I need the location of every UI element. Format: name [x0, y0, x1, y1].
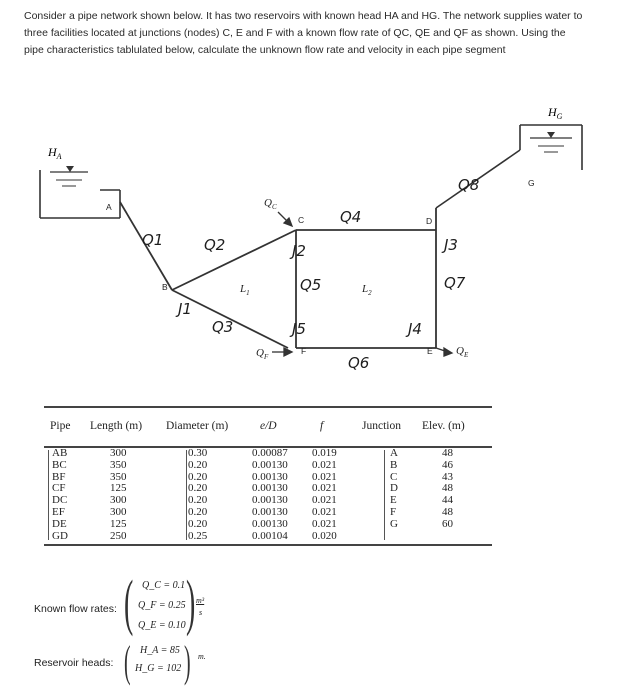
node-a-label: A: [106, 202, 112, 212]
table-cell: DE: [52, 517, 67, 530]
junction-col: [390, 448, 398, 531]
table-cell: 48: [442, 482, 453, 495]
pipe-l2-label: $L_2$: [362, 283, 372, 297]
table-cell: B: [390, 458, 398, 471]
flow-unit-num: m³: [196, 596, 205, 605]
qc-value: Q_C = 0.1: [142, 580, 186, 591]
table-cell: 0.25: [188, 529, 208, 542]
node-c-label: C: [298, 215, 305, 225]
table-cell: 0.30: [188, 447, 208, 459]
table-cell: 0.021: [312, 517, 337, 530]
table-cell: 125: [110, 517, 127, 530]
hw-q8: Q8: [458, 176, 480, 194]
reservoir-a-label: $H_A$: [48, 145, 62, 161]
hg-value: H_G = 102: [135, 663, 182, 674]
table-cell: 0.019: [312, 447, 337, 459]
hw-q5: Q5: [300, 276, 322, 294]
table-cell: GD: [52, 529, 68, 542]
qf-value: Q_F = 0.25: [138, 600, 186, 611]
table-cell: 300: [110, 447, 127, 459]
reservoir-g: [436, 125, 582, 208]
flow-unit-den: s: [199, 608, 203, 617]
table-cell: 0.00130: [252, 494, 288, 507]
table-cell: 43: [442, 470, 453, 483]
elev-col: [442, 448, 453, 531]
hw-q3: Q3: [212, 318, 234, 336]
table-cell: 44: [442, 494, 453, 507]
qe-label: $Q_E$: [456, 345, 469, 359]
hw-j5: J5: [292, 320, 306, 338]
table-cell: 250: [110, 529, 127, 542]
pipe-bc: [172, 230, 296, 290]
table-cell: EF: [52, 505, 65, 518]
header-diameter: Diameter (m): [166, 420, 229, 432]
pipe-network-diagram: [0, 90, 642, 390]
ha-value: H_A = 85: [140, 645, 180, 656]
table-cell: 0.021: [312, 494, 337, 507]
table-cell: 0.021: [312, 458, 337, 471]
hw-j4: J4: [408, 320, 422, 338]
hw-q7: Q7: [444, 274, 466, 292]
length-col: [110, 448, 127, 542]
table-cell: 0.020: [312, 529, 337, 542]
hw-q2: Q2: [204, 236, 226, 254]
table-cell: 46: [442, 458, 453, 471]
table-cell: 0.00130: [252, 458, 288, 471]
hw-q4: Q4: [340, 208, 362, 226]
f-col: [312, 448, 337, 542]
ed-col: [252, 448, 288, 542]
table-cell: 0.00087: [252, 447, 288, 459]
problem-statement: [24, 8, 584, 59]
table-bottom-rule: [44, 544, 492, 546]
hw-q1: Q1: [142, 231, 164, 249]
table-cell: 0.00130: [252, 517, 288, 530]
table-cell: 0.20: [188, 517, 208, 530]
table-cell: 0.00104: [252, 529, 288, 542]
qe-value: Q_E = 0.10: [138, 620, 186, 631]
header-length: Length (m): [90, 420, 143, 432]
node-g-label: G: [528, 178, 535, 188]
table-cell: G: [390, 517, 398, 530]
reservoir-heads-label: Reservoir heads:: [34, 657, 114, 669]
table-cell: DC: [52, 494, 68, 507]
header-ed: e/D: [260, 420, 277, 432]
table-cell: CF: [52, 482, 66, 495]
table-cell: 0.00130: [252, 505, 288, 518]
node-e-label: E: [427, 346, 433, 356]
known-flows-label: Known flow rates:: [34, 603, 117, 615]
table-cell: A: [390, 447, 398, 459]
table-cell: 0.20: [188, 494, 208, 507]
table-cell: 0.20: [188, 458, 208, 471]
table-cell: 125: [110, 482, 127, 495]
table-cell: 48: [442, 447, 453, 459]
table-cell: 0.021: [312, 470, 337, 483]
table-cell: 48: [442, 505, 453, 518]
header-junction: Junction: [362, 420, 401, 432]
header-elev: Elev. (m): [422, 420, 465, 432]
qf-label: $Q_F$: [256, 347, 269, 361]
table-top-rule: [44, 406, 492, 408]
table-cell: 0.00130: [252, 482, 288, 495]
table-cell: 0.021: [312, 505, 337, 518]
hw-j1: J1: [178, 300, 192, 318]
pipes: [120, 202, 436, 348]
qc-label: $Q_C$: [264, 197, 277, 211]
node-f-label: F: [301, 346, 307, 356]
table-cell: 0.20: [188, 470, 208, 483]
hw-q6: Q6: [348, 354, 370, 372]
problem-text: Consider a pipe network shown below. It has two reservoirs with known head HA and HG. The network supplies water to three facilities located at junctions (nodes) C, E and F with a known flow rate of QC, QE and QF as shown. Using the pipe characteristics tablulated below, calculate the unknown flow rate and velocity in each pipe segment: [24, 10, 583, 56]
table-cell: 0.00130: [252, 470, 288, 483]
hw-j3: J3: [444, 236, 458, 254]
table-cell: AB: [52, 447, 68, 459]
head-unit: m.: [198, 652, 206, 661]
table-cell: BF: [52, 470, 66, 483]
table-cell: 350: [110, 458, 127, 471]
header-pipe: Pipe: [50, 420, 71, 432]
table-cell: 300: [110, 494, 127, 507]
table-cell: 0.021: [312, 482, 337, 495]
pipe-col: [52, 448, 68, 542]
header-f: f: [320, 420, 324, 432]
table-cell: 300: [110, 505, 127, 518]
pipe-l1-label: $L_1$: [240, 283, 250, 297]
table-cell: 60: [442, 517, 453, 530]
table-cell: 0.20: [188, 482, 208, 495]
reservoir-g-label: $H_G$: [548, 105, 563, 121]
table-cell: C: [390, 470, 398, 483]
hw-j2: J2: [292, 242, 306, 260]
table-cell: D: [390, 482, 398, 495]
table-cell: E: [390, 494, 397, 507]
node-d-label: D: [426, 216, 433, 226]
node-b-label: B: [162, 282, 168, 292]
table-cell: 350: [110, 470, 127, 483]
table-cell: 0.20: [188, 505, 208, 518]
table-cell: F: [390, 505, 397, 518]
diameter-col: [188, 448, 207, 542]
table-cell: BC: [52, 458, 67, 471]
